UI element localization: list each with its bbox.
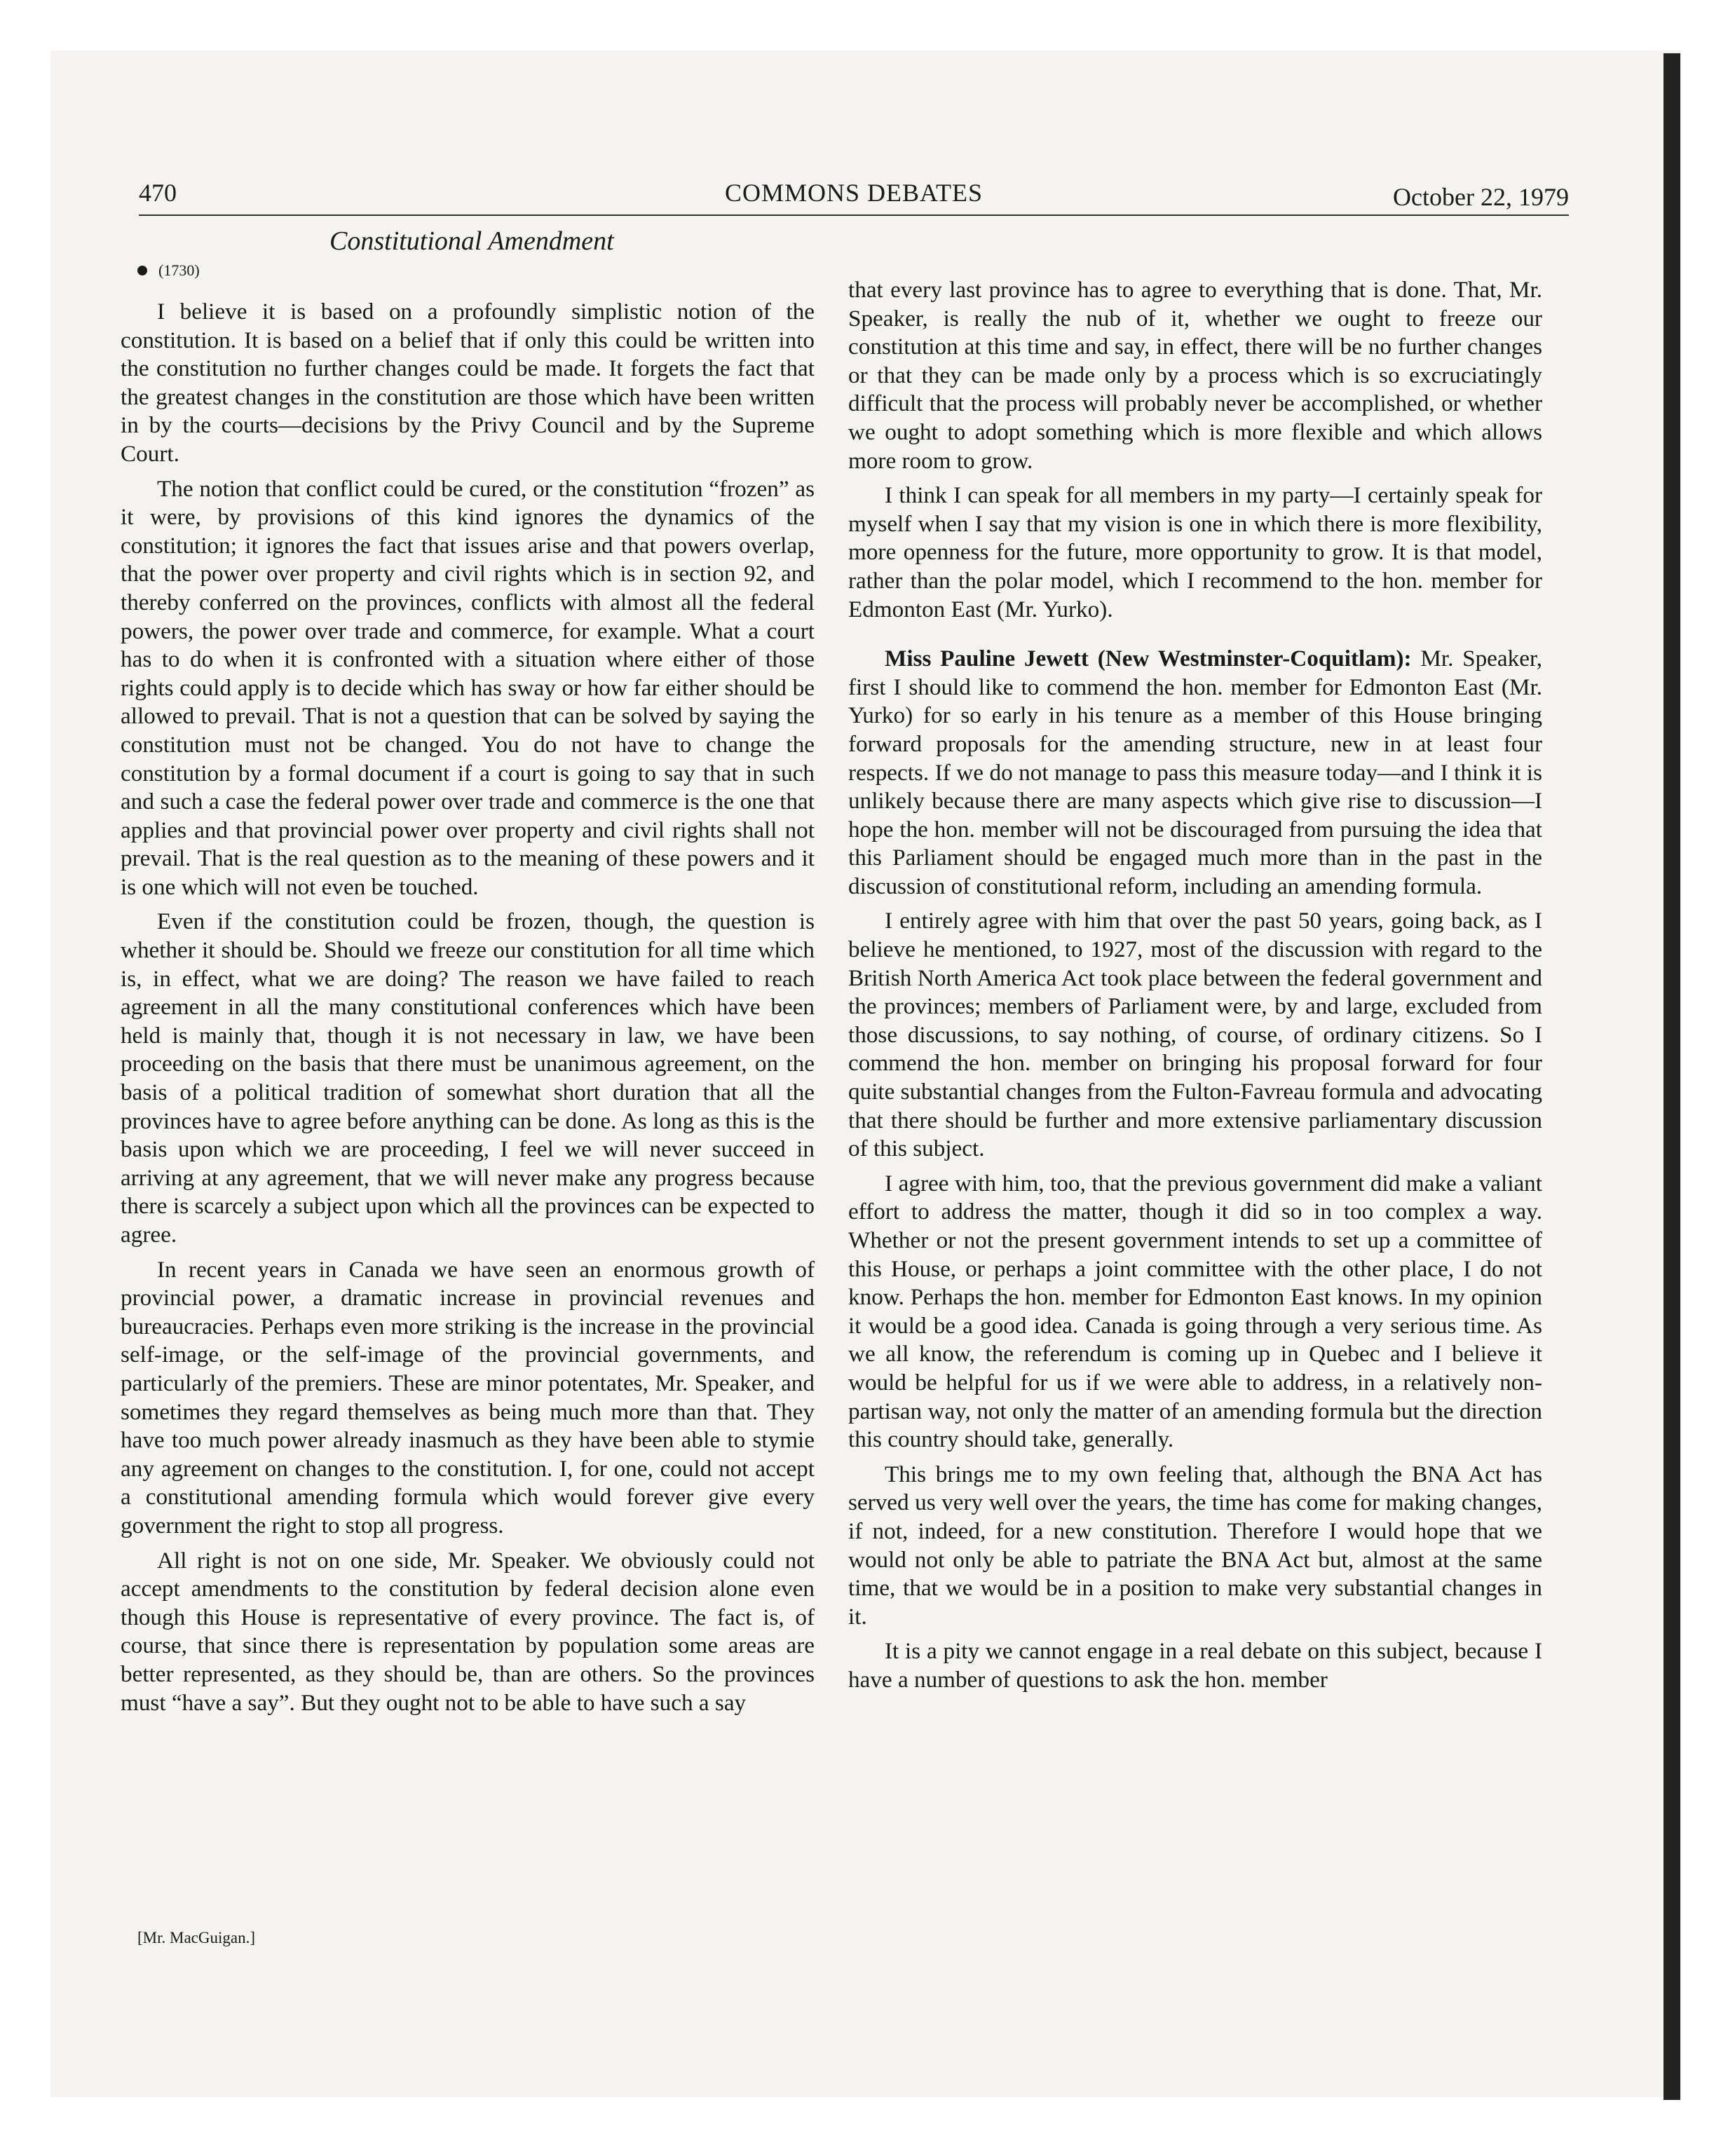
page-date: October 22, 1979 (1393, 183, 1569, 211)
speaker-attribution: [Mr. MacGuigan.] (137, 1929, 255, 1946)
section-title: Constitutional Amendment (329, 226, 614, 256)
paragraph: I think I can speak for all members in my party—I certainly speak for myself when I say that my vision is one in which there is more flexibility, more openness for the future, more opportunity to grow. It is that model, rather than the polar model, which I recommend to the hon. member for Edmonton East (Mr. Yurko). (848, 482, 1542, 622)
left-column (121, 298, 815, 1724)
running-header (139, 175, 1569, 216)
journal-title: COMMONS DEBATES (724, 179, 984, 207)
paragraph: I entirely agree with him that over the past 50 years, going back, as I believe he mentioned, to 1927, most of the discussion with regard to the British North America Act took place between the federal government and the provinces; members of Parliament were, by and large, excluded from those discussions, to say nothing, of course, of ordinary citizens. So I commend the hon. member on bringing his proposal forward for four quite substantial changes from the Fulton-Favreau formula and advocating that there should be further and more extensive parliamentary discussion of this subject. (848, 908, 1542, 1162)
page-number: 470 (139, 179, 177, 207)
paragraph: Even if the constitution could be frozen, though, the question is whether it should be. Should we freeze our constitution for all time which is, in effect, what we are doing? The reason we have failed to reach agreement in all the many constitutional conferences which have been held is mainly that, though it is not necessary in law, we have been proceeding on the basis that there must be unanimous agreement, on the basis of a political tradition of somewhat short duration that all the provinces have to agree before anything can be done. As long as this is the basis upon which we are proceeding, I feel we will never succeed in arriving at any agreement, that we will never make any progress because there is scarcely a subject upon which all the provinces can be expected to agree. (121, 908, 815, 1248)
paragraph: In recent years in Canada we have seen an enormous growth of provincial power, a dramatic increase in provincial revenues and bureaucracies. Perhaps even more striking is the increase in the provincial self-image, or the self-image of the provincial governments, and particularly of the premiers. These are minor potentates, Mr. Speaker, and sometimes they regard themselves as being much more than that. They have too much power already inasmuch as they have been able to stymie any agreement on changes to the constitution. I, for one, could not accept a constitutional amending formula which would forever give every government the right to stop all progress. (121, 1256, 815, 1538)
bullet-icon (137, 266, 147, 275)
speaker-name: Miss Pauline Jewett (New Westminster-Coquitlam): (885, 646, 1412, 672)
paragraph: This brings me to my own feeling that, although the BNA Act has served us very well over the years, the time has come for making changes, if not, indeed, for a new constitution. Therefore I would hope that we would not only be able to patriate the BNA Act but, almost at the same time, that we would be in a position to make very substantial changes in it. (848, 1461, 1542, 1630)
right-column (848, 276, 1542, 1701)
paragraph: It is a pity we cannot engage in a real debate on this subject, because I have a number of questions to ask the hon. member (848, 1638, 1542, 1693)
paragraph: I agree with him, too, that the previous government did make a valiant effort to address the matter, though it did so in too complex a way. Whether or not the present government intends to set up a committee of this House, or perhaps a joint committee with the other place, I do not know. Perhaps the hon. member for Edmonton East knows. In my opinion it would be a good idea. Canada is going through a very serious time. As we all know, the referendum is coming up in Quebec and I believe it would be helpful for us if we were able to address, in a relatively non-partisan way, not only the matter of an amending formula but the direction this country should take, generally. (848, 1170, 1542, 1453)
speaker-paragraph (848, 645, 1542, 901)
time-marker-label: (1730) (158, 261, 200, 279)
speaker-text: Mr. Speaker, first I should like to commend the hon. member for Edmonton East (Mr. Yurko) for so early in his tenure as a member of this House bringing forward proposals for the amending structure, new in at least four respects. If we do not manage to pass this measure today—and I think it is unlikely because there are many aspects which give rise to discussion—I hope the hon. member will not be discouraged from pursuing the idea that this Parliament should be engaged much more than in the past in the discussion of constitutional reform, including an amending formula. (848, 646, 1542, 899)
paragraph: that every last province has to agree to everything that is done. That, Mr. Speaker, is really the nub of it, whether we ought to freeze our constitution at this time and say, in effect, there will be no further changes or that they can be made only by a process which is so excruciatingly difficult that the process will probably never be accomplished, or whether we ought to adopt something which is more flexible and which allows more room to grow. (848, 277, 1542, 474)
time-marker (137, 261, 200, 280)
scan-edge-shadow (1663, 53, 1680, 2100)
paragraph: All right is not on one side, Mr. Speaker. We obviously could not accept amendments to the constitution by federal decision alone even though this House is representative of every province. The fact is, of course, that since there is representation by population some areas are better represented, as they should be, than are others. So the provinces must “have a say”. But they ought not to be able to have such a say (121, 1547, 815, 1716)
paragraph: The notion that conflict could be cured, or the constitution “frozen” as it were, by provisions of this kind ignores the dynamics of the constitution; it ignores the fact that issues arise and that powers overlap, that the power over property and civil rights which is in section 92, and thereby conferred on the provinces, conflicts with almost all the federal powers, the power over trade and commerce, for example. What a court has to do when it is confronted with a situation where either of those rights could apply is to decide which has sway or how far either should be allowed to prevail. That is not a question that can be solved by saying the constitution must not be changed. You do not have to change the constitution by a formal document if a court is going to say that in such and such a case the federal power over trade and commerce is the one that applies and that provincial power over property and civil rights shall not prevail. That is the real question as to the meaning of these powers and it is one which will not even be touched. (121, 475, 815, 900)
paragraph: I believe it is based on a profoundly simplistic notion of the constitution. It is based on a belief that if only this could be written into the constitution no further changes could be made. It forgets the fact that the greatest changes in the constitution are those which have been written in by the courts—decisions by the Privy Council and by the Supreme Court. (121, 299, 815, 467)
